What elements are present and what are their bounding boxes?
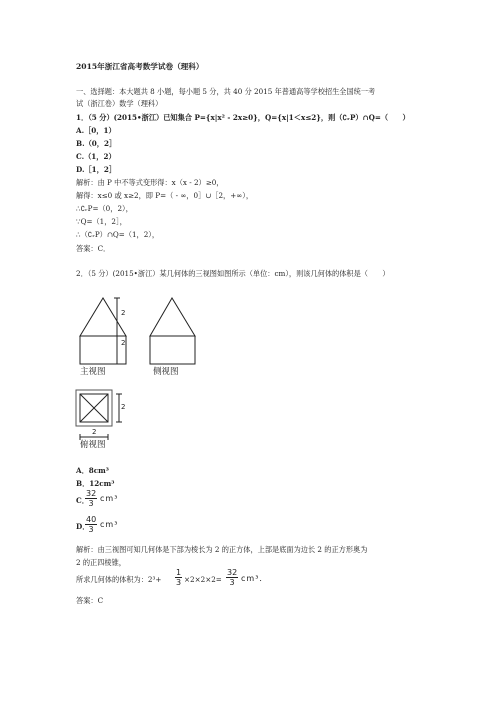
q1-solution-line: 解得：x≤0 或 x≥2，即 P=（ - ∞，0］∪［2，+∞）， [76, 191, 254, 200]
dimension-label: 2 [121, 403, 126, 411]
dimension-label: 2 [121, 339, 126, 347]
q2-option-c-unit: cm³ [100, 494, 119, 503]
q2-option-a: A．8cm³ [76, 466, 109, 475]
q1-solution-line: ∵Q=（1，2］， [76, 217, 127, 226]
q1-option-a: A.［0，1） [76, 126, 116, 135]
q2-calc-middle: ×2×2×2= [184, 575, 222, 584]
q2-stem: 2．（5 分）(2015•浙江）某几何体的三视图如图所示（单位：cm），则该几何体的体积是（ ） [76, 269, 390, 278]
q2-option-c-prefix: C． [76, 496, 89, 505]
side-view-shape [150, 298, 195, 336]
side-view-label: 侧视图 [153, 367, 179, 377]
fraction-denominator: 3 [229, 578, 235, 587]
fraction-numerator: 1 [176, 568, 182, 577]
q1-option-d: D.［1，2］ [76, 165, 117, 174]
section-heading-line2: 试（浙江卷）数学（理科） [76, 99, 163, 108]
fraction-numerator: 32 [86, 489, 97, 498]
fraction-denominator: 3 [88, 499, 94, 508]
q2-option-d-prefix: D． [76, 522, 90, 531]
q2-calc-fraction [175, 568, 182, 587]
page-title: 2015年浙江省高考数学试卷（理科） [76, 62, 204, 71]
q2-option-d-unit: cm³ [100, 520, 119, 529]
q1-solution-line: ∴（∁ᵣP）∩Q=（1，2）， [76, 230, 160, 239]
q2-option-c-fraction [85, 489, 97, 508]
fraction-denominator: 3 [88, 525, 94, 534]
front-view-shape [80, 298, 126, 336]
top-view-label: 俯视图 [80, 440, 106, 450]
q1-solution-line: ∴∁ᵣP=（0，2）， [76, 204, 133, 213]
dimension-label: 2 [121, 309, 126, 317]
q1-answer: 答案：C． [76, 244, 111, 253]
q1-stem: 1．（5 分）(2015•浙江）已知集合 P={x|x² - 2x≥0}，Q={x|1＜x≤2}，则（∁ᵣP）∩Q=（ ） [76, 113, 410, 122]
q2-calc-unit: cm³． [241, 574, 269, 583]
q1-analysis: 解析：由 P 中不等式变形得：x（x - 2）≥0， [76, 178, 224, 187]
q2-answer: 答案：C [76, 596, 104, 605]
q2-calc-result-fraction [226, 568, 238, 587]
fraction-numerator: 40 [86, 515, 97, 524]
section-heading-line1: 一、选择题：本大题共 8 小题，每小题 5 分，共 40 分 2015 年普通高等学校招生全国统一考 [76, 87, 376, 96]
q1-option-b: B.（0，2］ [76, 139, 117, 148]
fraction-numerator: 32 [227, 568, 238, 577]
side-view-shape [150, 336, 195, 364]
q2-option-d-fraction [85, 515, 97, 534]
front-view-shape [80, 336, 126, 364]
fraction-denominator: 3 [176, 578, 182, 587]
q2-option-b: B．12cm³ [76, 479, 115, 488]
dimension-label: 2 [92, 428, 97, 436]
q2-analysis-line1: 解析：由三视图可知几何体是下部为棱长为 2 的正方体，上部是底面为边长 2 的正方形奥为 [76, 545, 368, 554]
q2-analysis-line2: 2 的正四棱锥， [76, 558, 126, 567]
q2-calc-prefix: 所求几何体的体积为：2³+ [76, 575, 162, 584]
q1-option-c: C.（1，2） [76, 152, 116, 161]
front-view-label: 主视图 [80, 367, 106, 377]
